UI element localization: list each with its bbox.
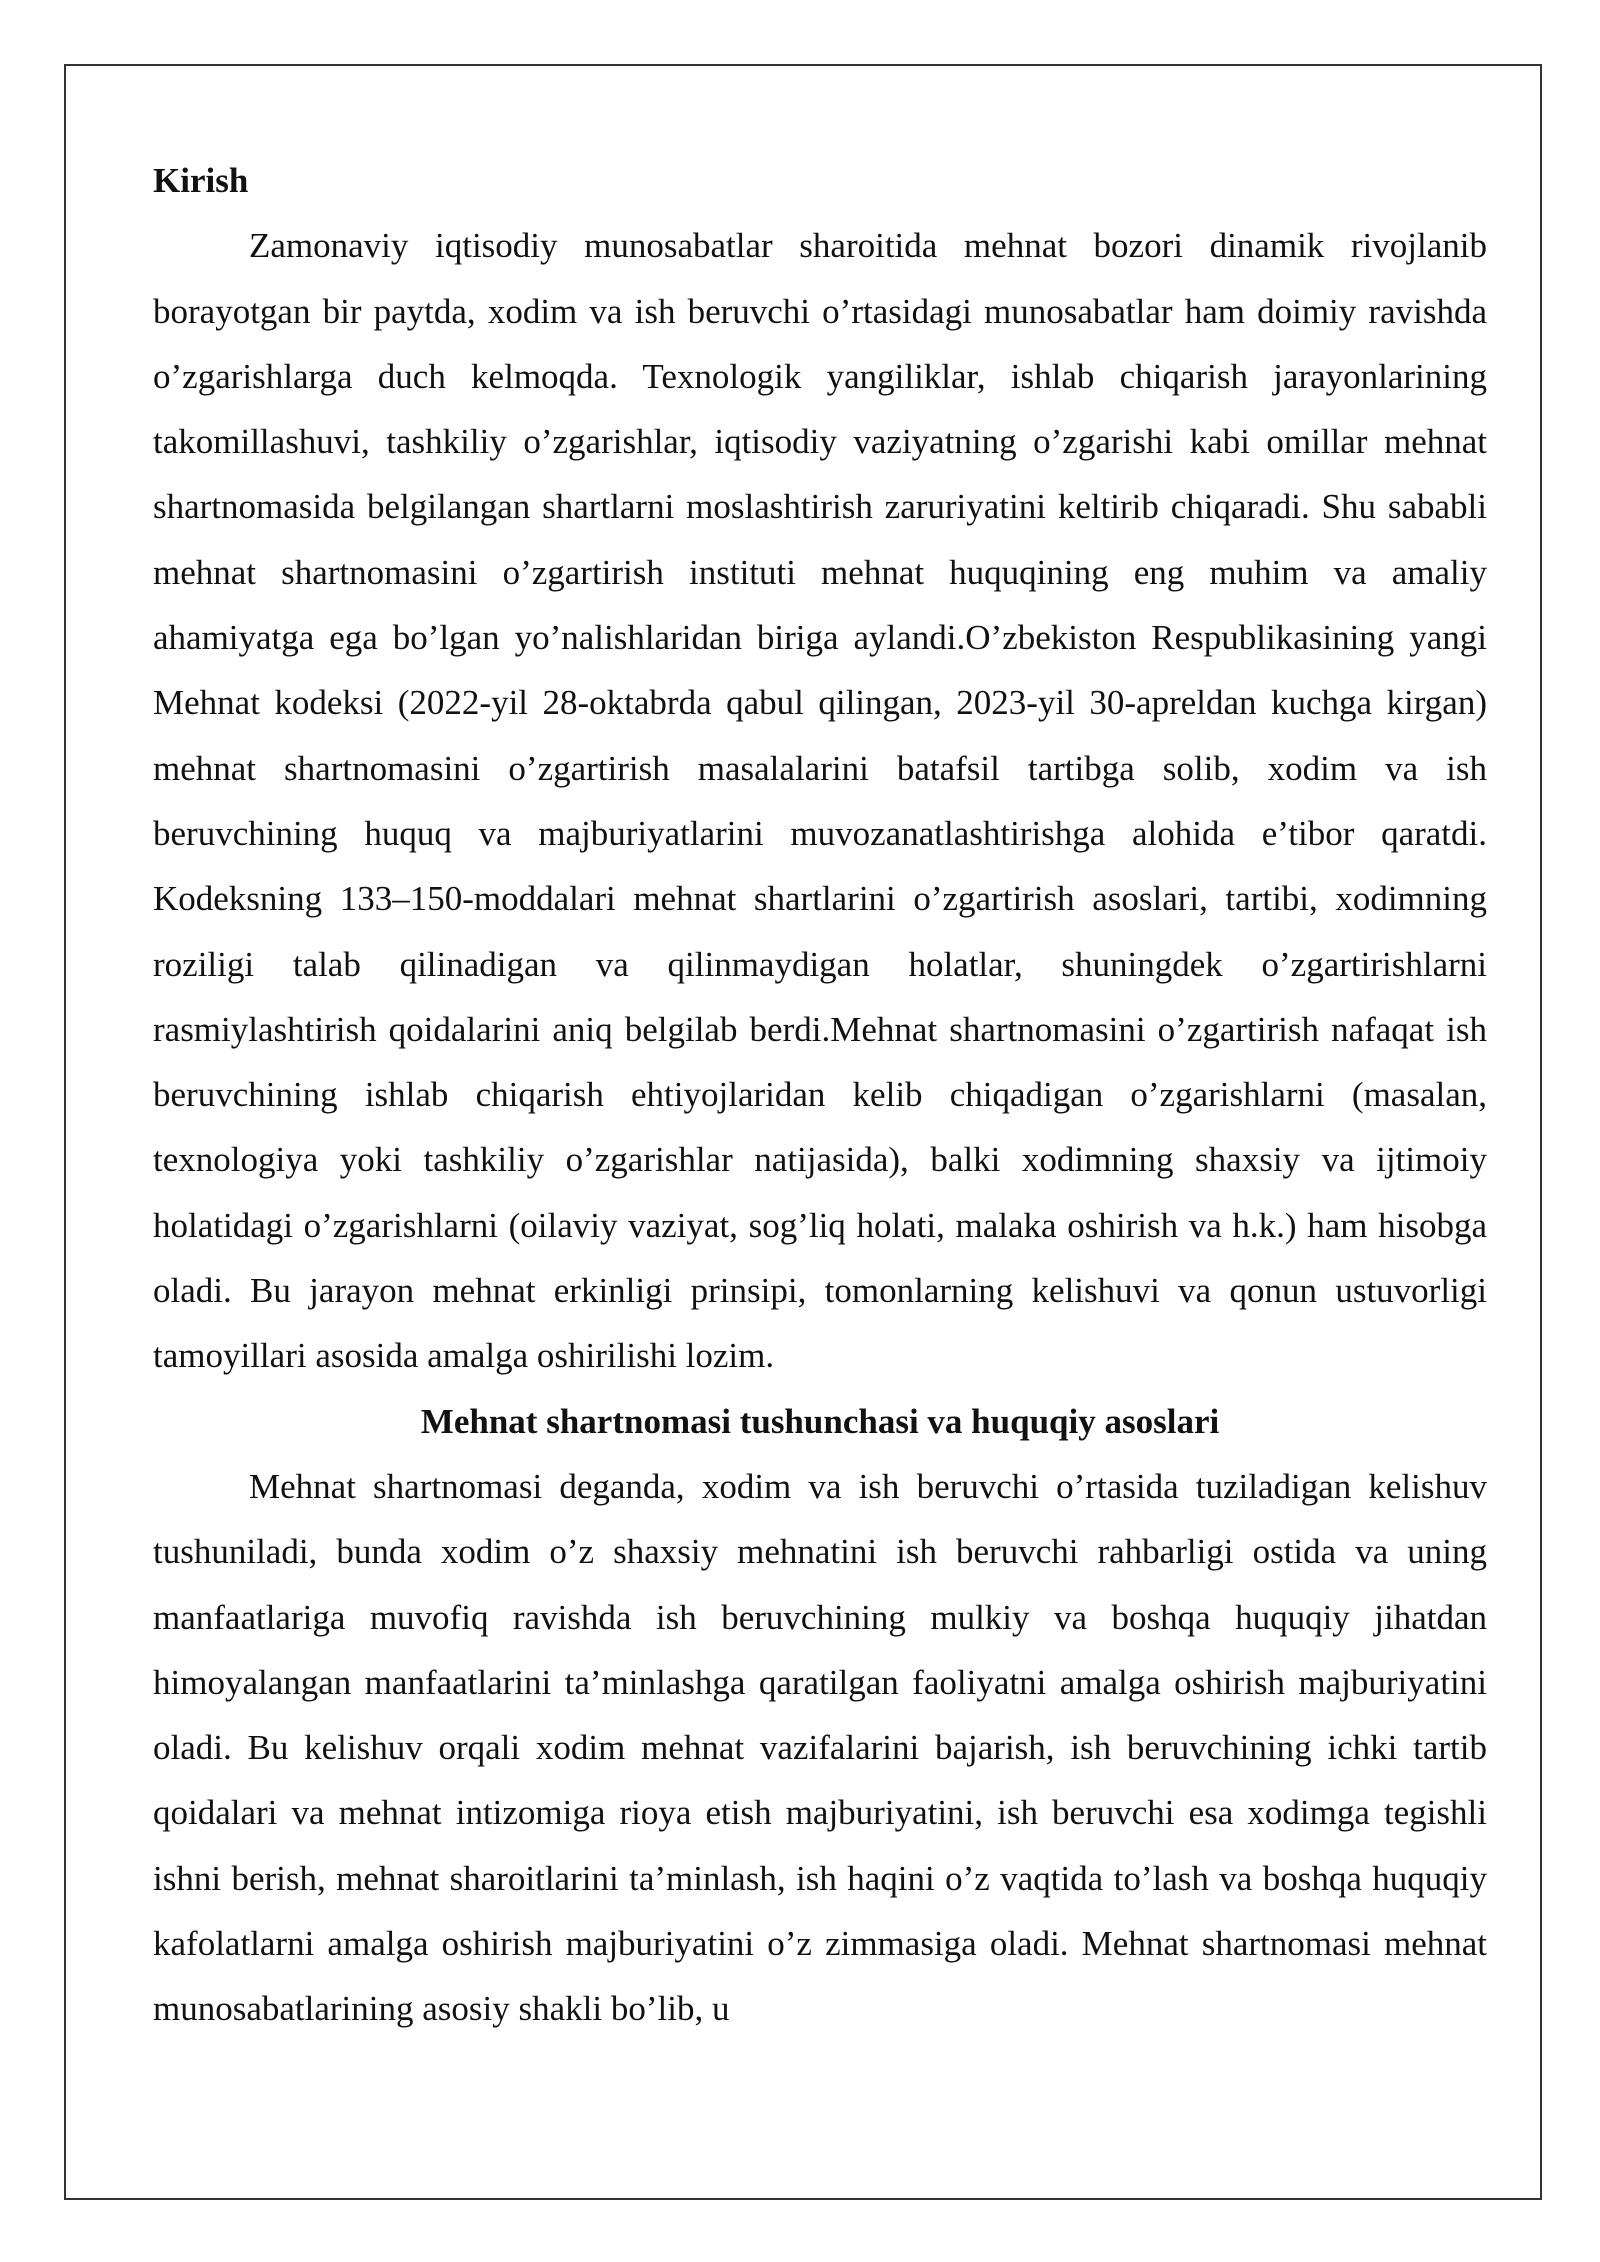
paragraph-section: Mehnat shartnomasi deganda, xodim va ish beruvchi o’rtasida tuziladigan kelishuv tushuniladi, bunda xodim o’z shaxsiy mehnatini ish beruvchi rahbarligi ostida va uning manfaatlariga muvofiq ravishda ish beruvchining mulkiy va boshqa huquqiy jihatdan himoyalangan manfaatlarini ta’minlashga qaratilgan faoliyatni amalga oshirish majburiyatini oladi. Bu kelishuv orqali xodim mehnat vazifalarini bajarish, ish beruvchining ichki tartib qoidalari va mehnat intizomiga rioya etish majburiyatini, ish beruvchi esa xodimga tegishli ishni berish, mehnat sharoitlarini ta’minlash, ish haqini o’z vaqtida to’lash va boshqa huquqiy kafolatlarni amalga oshirish majburiyatini o’z zimmasiga oladi. Mehnat shartnomasi mehnat munosabatlarining asosiy shakli bo’lib, u <box>153 1466 1487 2029</box>
paragraph-intro: Zamonaviy iqtisodiy munosabatlar sharoitida mehnat bozori dinamik rivojlanib borayotgan bir paytda, xodim va ish beruvchi o’rtasidagi munosabatlar ham doimiy ravishda o’zgarishlarga duch kelmoqda. Texnologik yangiliklar, ishlab chiqarish jarayonlarining takomillashuvi, tashkiliy o’zgarishlar, iqtisodiy vaziyatning o’zgarishi kabi omillar mehnat shartnomasida belgilangan shartlarni moslashtirish zaruriyatini keltirib chiqaradi. Shu sababli mehnat shartnomasini o’zgartirish instituti mehnat huquqining eng muhim va amaliy ahamiyatga ega bo’lgan yo’nalishlaridan biriga aylandi.O’zbekiston Respublikasining yangi Mehnat kodeksi (2022-yil 28-oktabrda qabul qilingan, 2023-yil 30-apreldan kuchga kirgan) mehnat shartnomasini o’zgartirish masalalarini batafsil tartibga solib, xodim va ish beruvchining huquq va majburiyatlarini muvozanatlashtirishga alohida e’tibor qaratdi. Kodeksning 133–150-moddalari mehnat shartlarini o’zgartirish asoslari, tartibi, xodimning roziligi talab qilinadigan va qilinmaydigan holatlar, shuningdek o’zgartirishlarni rasmiylashtirish qoidalarini aniq belgilab berdi.Mehnat shartnomasini o’zgartirish nafaqat ish beruvchining ishlab chiqarish ehtiyojlaridan kelib chiqadigan o’zgarishlarni (masalan, texnologiya yoki tashkiliy o’zgarishlar natijasida), balki xodimning shaxsiy va ijtimoiy holatidagi o’zgarishlarni (oilaviy vaziyat, sog’liq holati, malaka oshirish va h.k.) ham hisobga oladi. Bu jarayon mehnat erkinligi prinsipi, tomonlarning kelishuvi va qonun ustuvorligi tamoyillari asosida amalga oshirilishi lozim. <box>153 226 1487 1376</box>
heading-intro: Kirish <box>153 161 249 200</box>
document-body <box>153 148 1487 2042</box>
heading-section: Mehnat shartnomasi tushunchasi va huquqiy asoslari <box>420 1401 1220 1441</box>
